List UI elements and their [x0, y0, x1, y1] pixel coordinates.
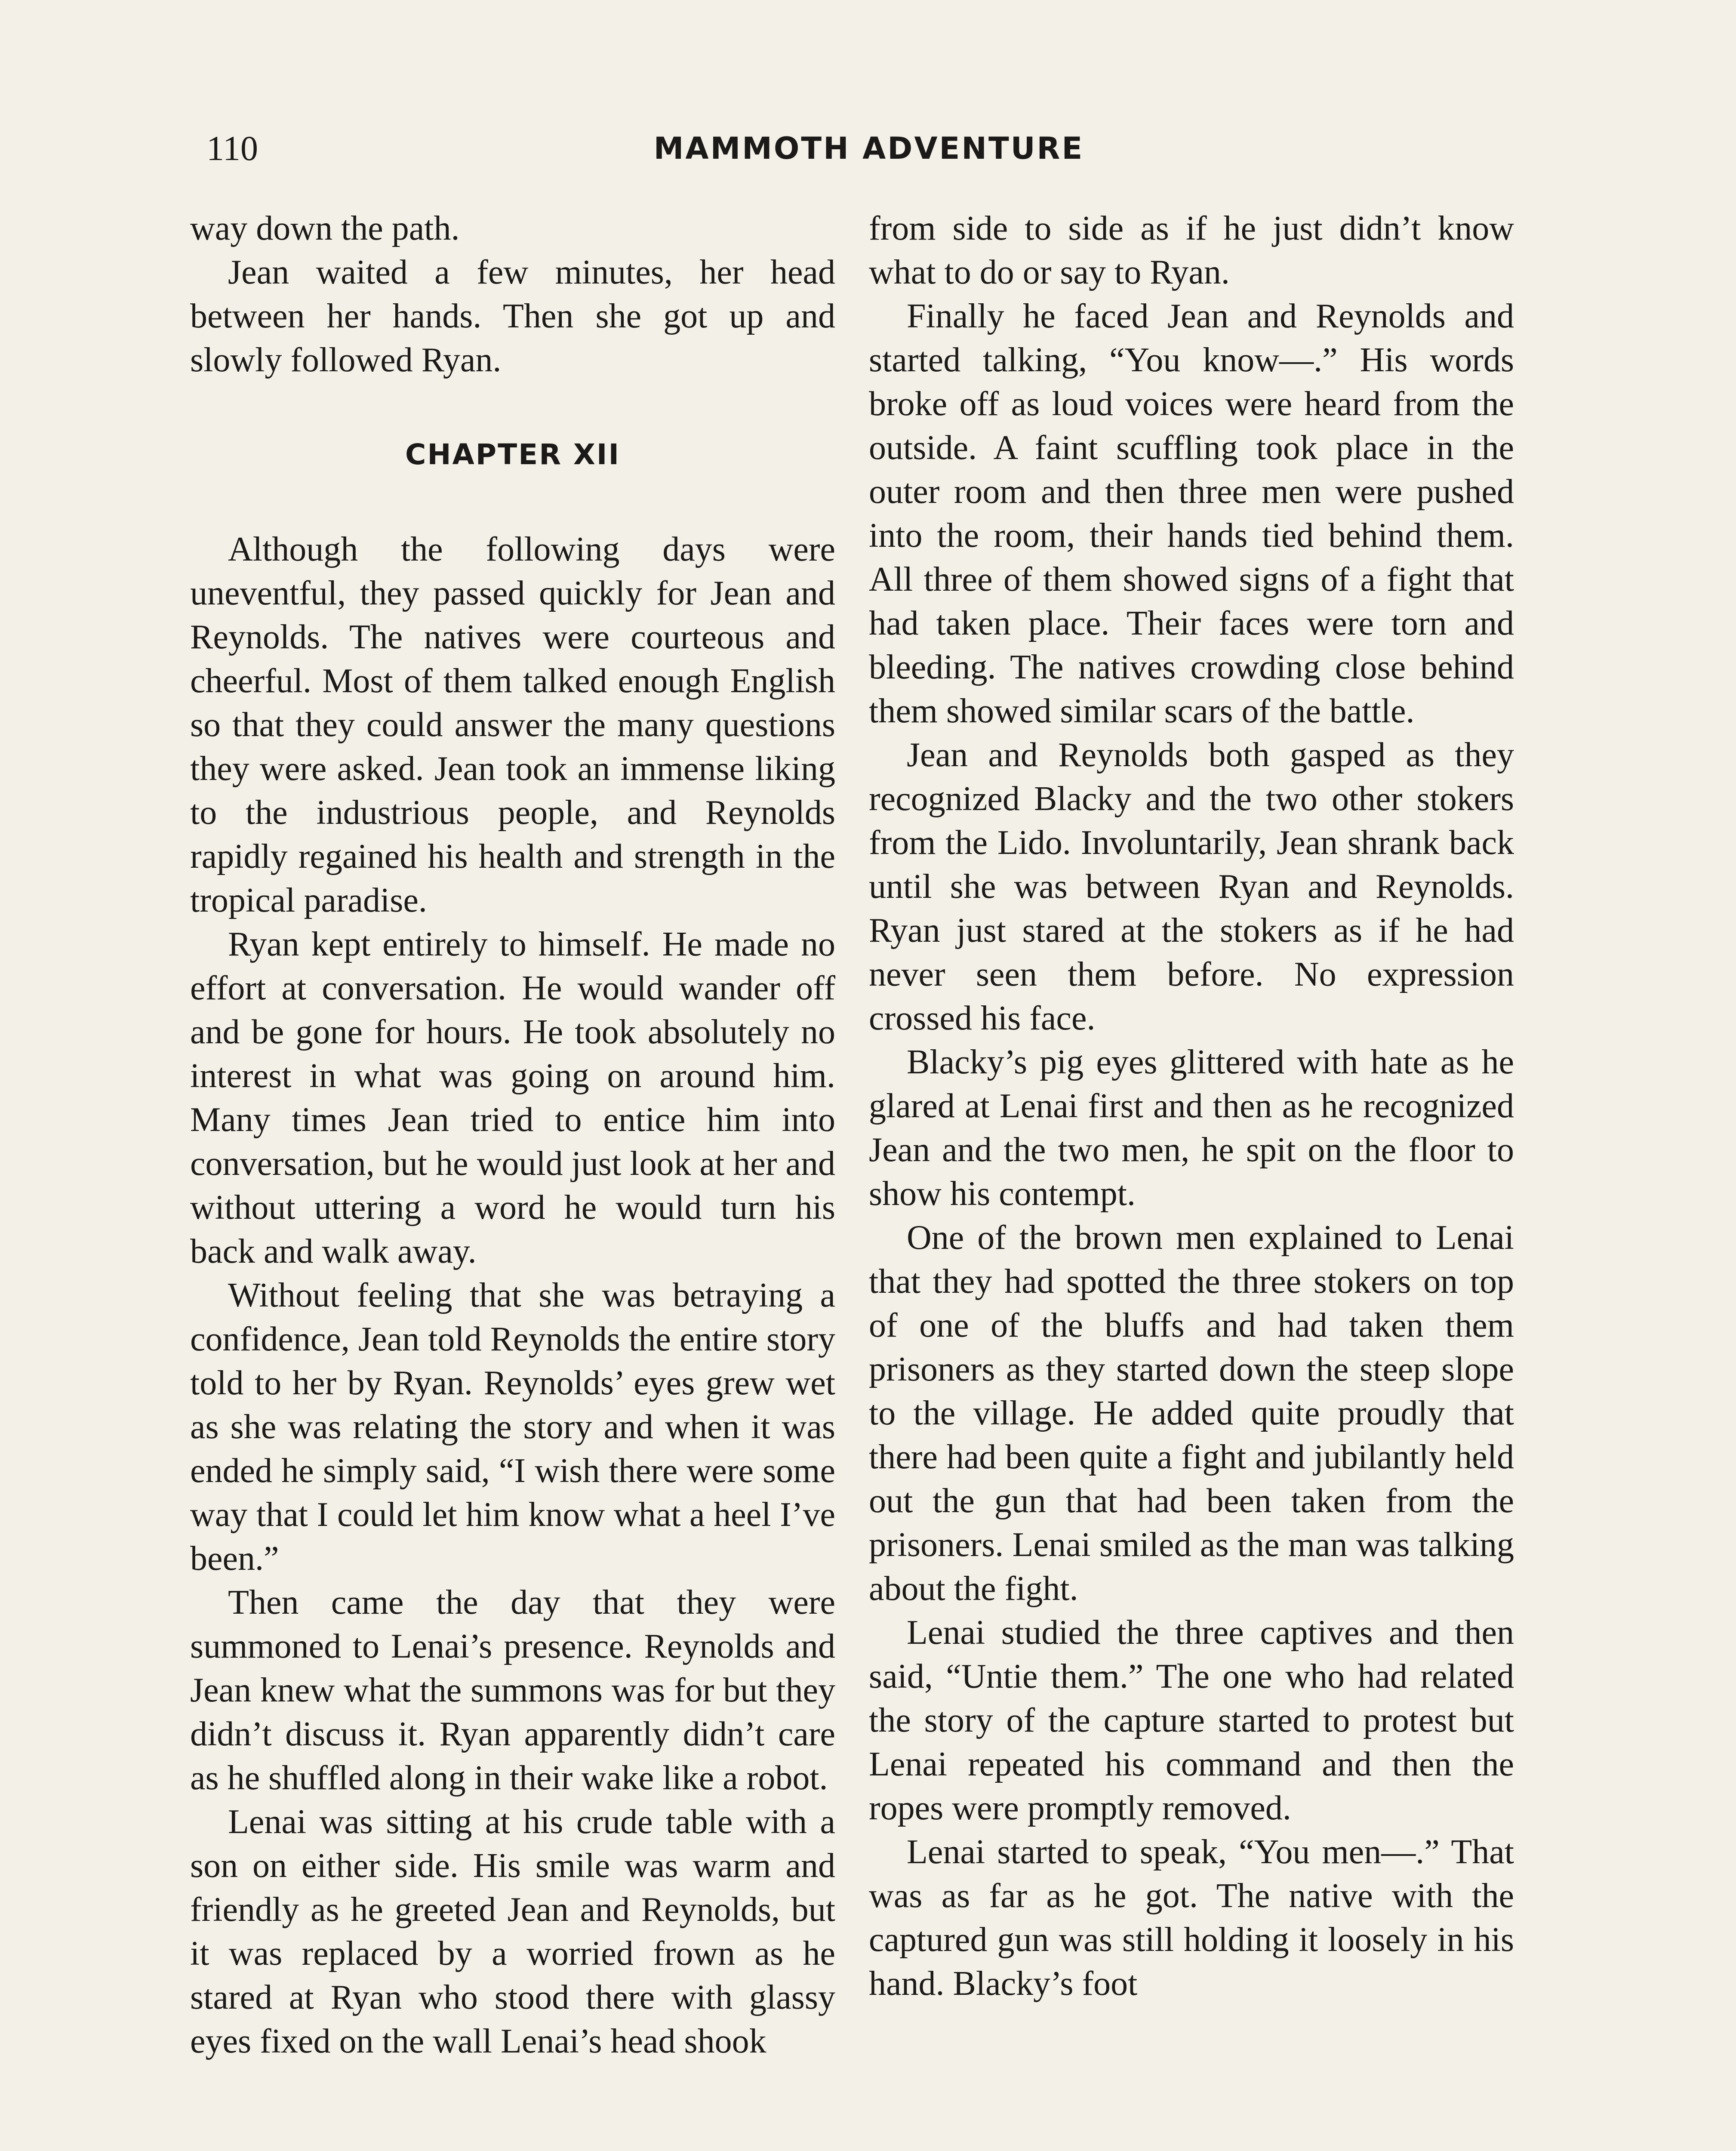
- left-text-column: [190, 206, 835, 2063]
- paragraph: from side to side as if he just didn’t know what to do or say to Ryan.: [869, 210, 1514, 291]
- right-text-column: [869, 206, 1514, 2006]
- paragraph: Lenai studied the three captives and then said, “Untie them.” The one who had related the story of the capture started to protest but Lenai repeated his command and then the ropes were promptly removed.: [869, 1614, 1514, 1827]
- paragraph: Finally he faced Jean and Reynolds and started talking, “You know—.” His words broke off as loud voices were heard from the outside. A faint scuffling took place in the outer room and then three men were pushed into the room, their hands tied behind them. All three of them showed signs of a fight that had taken place. Their faces were torn and bleeding. The natives crowding close behind them showed similar scars of the battle.: [869, 297, 1514, 730]
- paragraph: Without feeling that she was betraying a confidence, Jean told Reynolds the entire story told to her by Ryan. Reynolds’ eyes grew wet as she was relating the story and when it was ended he simply said, “I wish there were some way that I could let him know what a heel I’ve been.”: [190, 1276, 835, 1578]
- paragraph: Jean waited a few minutes, her head between her hands. Then she got up and slowly followed Ryan.: [190, 253, 835, 379]
- paragraph: Lenai was sitting at his crude table with a son on either side. His smile was warm and friendly as he greeted Jean and Reynolds, but it was replaced by a worried frown as he stared at Ryan who stood there with glassy eyes fixed on the wall Lenai’s head shook: [190, 1803, 835, 2060]
- paragraph: Jean and Reynolds both gasped as they recognized Blacky and the two other stokers from the Lido. Involuntarily, Jean shrank back until she was between Ryan and Reynolds. Ryan just stared at the stokers as if he had never seen them before. No expression crossed his face.: [869, 736, 1514, 1037]
- paragraph: One of the brown men explained to Lenai that they had spotted the three stokers on top of one of the bluffs and had taken them prisoners as they started down the steep slope to the village. He added quite proudly that there had been quite a fight and jubilantly held out the gun that had been taken from the prisoners. Lenai smiled as the man was talking about the fight.: [869, 1219, 1514, 1608]
- page-header: [206, 125, 1531, 172]
- paragraph: Then came the day that they were summoned to Lenai’s presence. Reynolds and Jean knew what the summons was for but they didn’t discuss it. Ryan apparently didn’t care as he shuffled along in their wake like a robot.: [190, 1584, 835, 1797]
- paragraph: Ryan kept entirely to himself. He made no effort at conversation. He would wander off and be gone for hours. He took absolutely no interest in what was going on around him. Many times Jean tried to entice him into conversation, but he would just look at her and without uttering a word he would turn his back and walk away.: [190, 925, 835, 1270]
- page-number: 110: [206, 129, 258, 168]
- running-title: MAMMOTH ADVENTURE: [653, 131, 1084, 166]
- paragraph: way down the path.: [190, 210, 460, 247]
- paragraph: Lenai started to speak, “You men—.” That was as far as he got. The native with the captured gun was still holding it loosely in his hand. Blacky’s foot: [869, 1833, 1514, 2003]
- paragraph: Although the following days were uneventful, they passed quickly for Jean and Reynolds. The natives were courteous and cheerful. Most of them talked enough English so that they could answer the many questions they were asked. Jean took an immense liking to the industrious people, and Reynolds rapidly regained his health and strength in the tropical paradise.: [190, 530, 835, 919]
- chapter-heading: CHAPTER XII: [405, 438, 621, 471]
- paragraph: Blacky’s pig eyes glittered with hate as he glared at Lenai first and then as he recognized Jean and the two men, he spit on the floor to show his contempt.: [869, 1043, 1514, 1213]
